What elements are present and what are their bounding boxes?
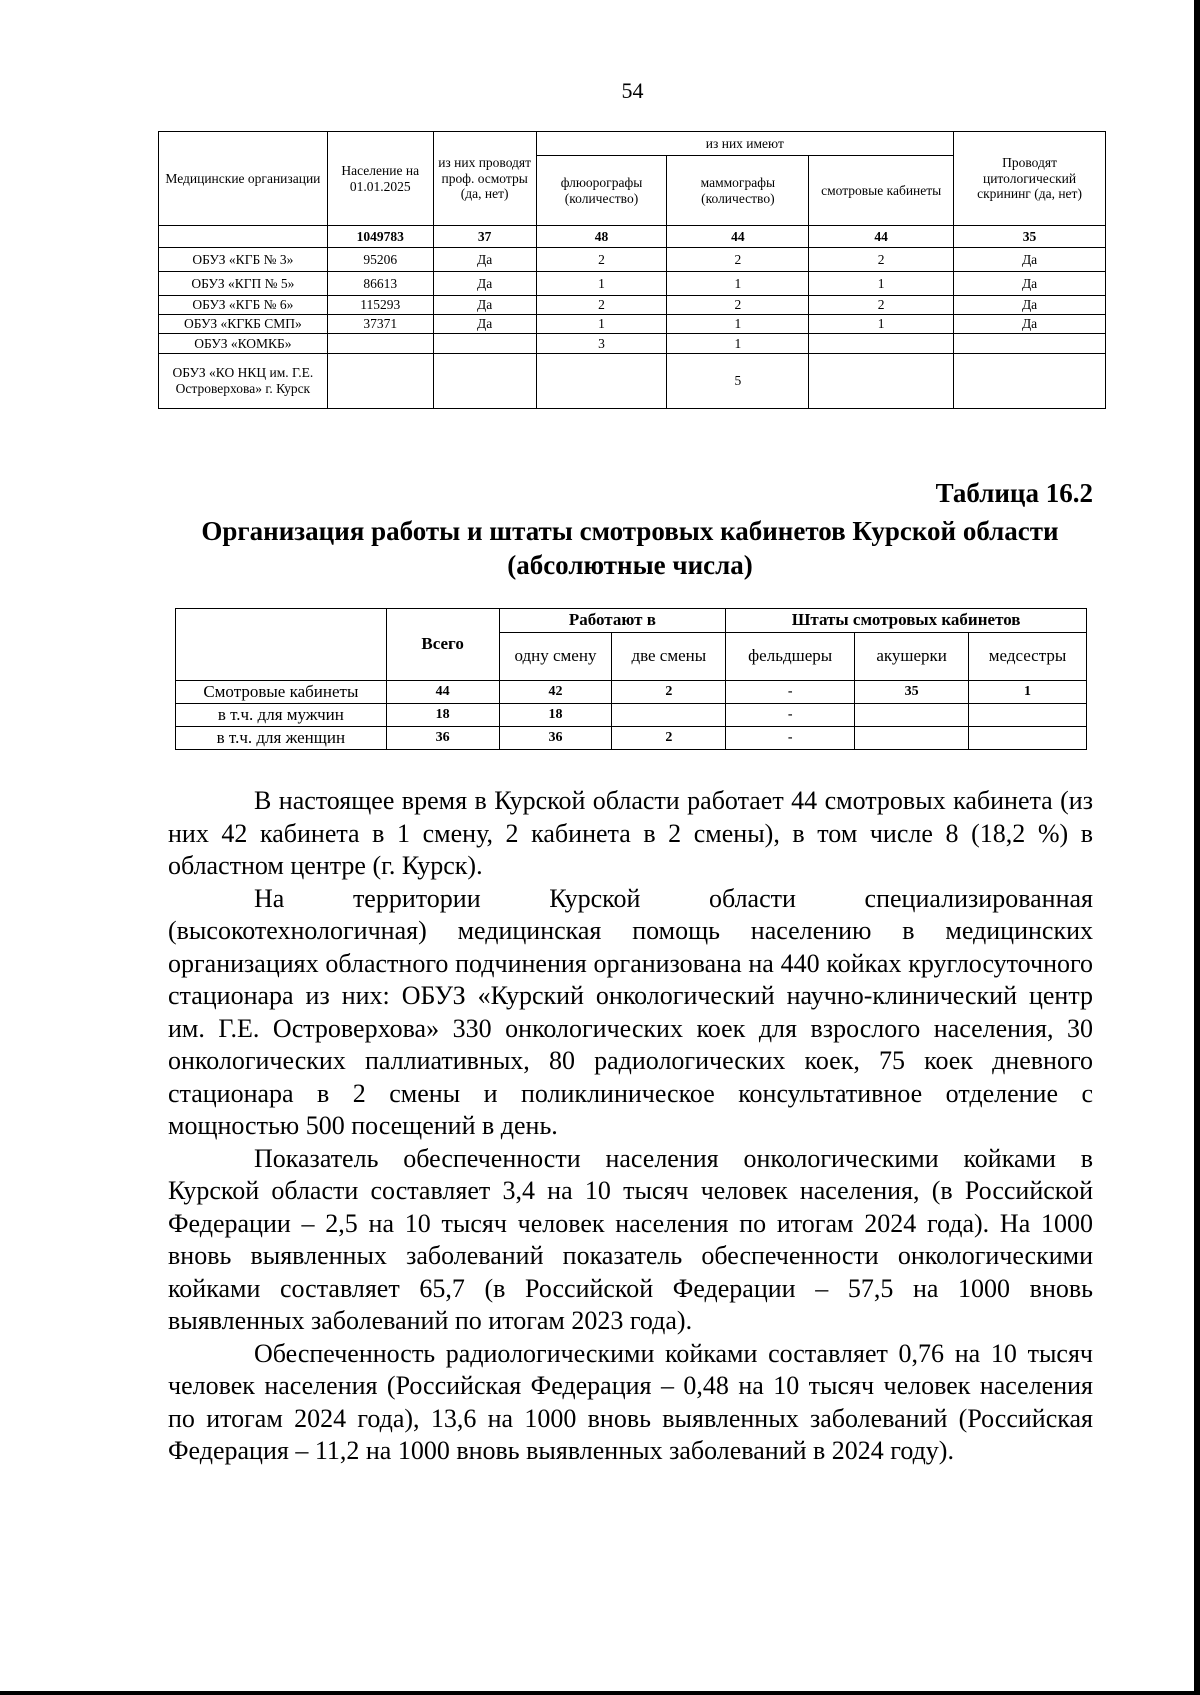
- cell: ОБУЗ «КГБ № 3»: [159, 248, 328, 272]
- cell: ОБУЗ «КГБ № 6»: [159, 296, 328, 315]
- total-cytology: 35: [954, 226, 1106, 248]
- header-have-group: из них имеют: [536, 132, 954, 156]
- cell: 1: [667, 334, 809, 354]
- header-total: Всего: [386, 609, 499, 681]
- paragraph: На территории Курской области специализированная (высокотехнологичная) медицинская помощь населению в медицинских организациях областного подчинения организована на 440 койках круглосуточного стационара из них: ОБУЗ «Курский онкологический научно-клинический центр им. Г.Е. Островерхова» 330 онкологических коек для взрослого населения, 30 онкологических паллиативных, 80 радиологических коек, 75 коек дневного стационара в 2 смены и поликлиническое консультативное отделение с мощностью 500 посещений в день.: [168, 883, 1093, 1140]
- cell: 2: [809, 296, 954, 315]
- cell: 44: [386, 681, 499, 704]
- header-cytology: Проводят цитологический скрининг (да, нет): [954, 132, 1106, 226]
- cell: [536, 354, 667, 409]
- page-number: 54: [621, 78, 644, 103]
- cell: [809, 334, 954, 354]
- header-exam-rooms: смотровые кабинеты: [809, 156, 954, 226]
- cell: -: [726, 681, 855, 704]
- cell: [969, 704, 1087, 727]
- cell: 1: [969, 681, 1087, 704]
- cell: Да: [433, 272, 536, 296]
- cell: ОБУЗ «КГП № 5»: [159, 272, 328, 296]
- cell: 37371: [327, 315, 433, 334]
- cell: -: [726, 727, 855, 750]
- header-prof-exams: из них проводят проф. осмотры (да, нет): [433, 132, 536, 226]
- page-border-bottom: [0, 1691, 1200, 1695]
- paragraph: В настоящее время в Курской области работает 44 смотровых кабинета (из них 42 кабинета в 1 смену, 2 кабинета в 2 смены), в том числе 8 (18,2 %) в областном центре (г. Курск).: [168, 786, 1093, 880]
- cell: 18: [499, 704, 612, 727]
- cell: [327, 334, 433, 354]
- table-row: [159, 272, 1106, 296]
- table-row: [159, 315, 1106, 334]
- header-paramedics: фельдшеры: [726, 633, 855, 681]
- cell: [954, 354, 1106, 409]
- cell: 1: [809, 272, 954, 296]
- cell: ОБУЗ «КО НКЦ им. Г.Е. Островерхова» г. Курск: [159, 354, 328, 409]
- cell: 2: [536, 296, 667, 315]
- cell: Смотровые кабинеты: [176, 681, 387, 704]
- cell: 2: [809, 248, 954, 272]
- page-border-right: [1194, 0, 1200, 1695]
- cell: Да: [433, 296, 536, 315]
- cell: 2: [667, 296, 809, 315]
- cell: Да: [954, 315, 1106, 334]
- header-population: Население на 01.01.2025: [327, 132, 433, 226]
- header-org: Медицинские организации: [159, 132, 328, 226]
- cell: 2: [536, 248, 667, 272]
- header-midwives: акушерки: [855, 633, 969, 681]
- cell: [327, 354, 433, 409]
- cell: 35: [855, 681, 969, 704]
- cell: 95206: [327, 248, 433, 272]
- cell: [809, 354, 954, 409]
- cell: [433, 354, 536, 409]
- table-row: [176, 704, 1087, 727]
- cell: 1: [667, 315, 809, 334]
- cell: в т.ч. для женщин: [176, 727, 387, 750]
- cell: Да: [433, 248, 536, 272]
- header-staff: Штаты смотровых кабинетов: [726, 609, 1087, 633]
- table-row: [159, 296, 1106, 315]
- cell: 36: [386, 727, 499, 750]
- cell: [954, 334, 1106, 354]
- table-label: Таблица 16.2: [935, 478, 1093, 508]
- cell: [433, 334, 536, 354]
- cell: Да: [954, 272, 1106, 296]
- totals-row: [159, 226, 1106, 248]
- table-row: [176, 681, 1087, 704]
- table-title-line-1: Организация работы и штаты смотровых кабинетов Курской области: [201, 516, 1059, 546]
- cell: 1: [667, 272, 809, 296]
- cell: 2: [612, 681, 726, 704]
- cell: 1: [809, 315, 954, 334]
- table-title: [160, 514, 1100, 582]
- cell: 86613: [327, 272, 433, 296]
- cell: 115293: [327, 296, 433, 315]
- header-work-in: Работают в: [499, 609, 726, 633]
- total-mammo: 44: [667, 226, 809, 248]
- cell: 42: [499, 681, 612, 704]
- table-row: [159, 354, 1106, 409]
- total-prof-exams: 37: [433, 226, 536, 248]
- cell: Да: [433, 315, 536, 334]
- table-title-line-2: (абсолютные числа): [507, 550, 753, 580]
- cell: 36: [499, 727, 612, 750]
- total-exam-rooms: 44: [809, 226, 954, 248]
- cell: 18: [386, 704, 499, 727]
- cell: 1: [536, 272, 667, 296]
- exam-rooms-table: [175, 608, 1087, 750]
- table-row: [176, 727, 1087, 750]
- cell: 2: [667, 248, 809, 272]
- header-fluoro: флюорографы (количество): [536, 156, 667, 226]
- cell: Да: [954, 296, 1106, 315]
- cell: [855, 727, 969, 750]
- cell: [855, 704, 969, 727]
- header-nurses: медсестры: [969, 633, 1087, 681]
- table-row: [159, 248, 1106, 272]
- total-population: 1049783: [327, 226, 433, 248]
- cell: в т.ч. для мужчин: [176, 704, 387, 727]
- body-text: [168, 785, 1093, 1468]
- totals-empty: [159, 226, 328, 248]
- table-row: [159, 334, 1106, 354]
- cell: Да: [954, 248, 1106, 272]
- cell: 3: [536, 334, 667, 354]
- header-empty: [176, 609, 387, 681]
- header-two-shifts: две смены: [612, 633, 726, 681]
- medical-organizations-table: [158, 131, 1106, 409]
- header-one-shift: одну смену: [499, 633, 612, 681]
- paragraph: Показатель обеспеченности населения онкологическими койками в Курской области составляет 3,4 на 10 тысяч человек населения, (в Российской Федерации – 2,5 на 10 тысяч человек населения по итогам 2024 года). На 1000 вновь выявленных заболеваний показатель обеспеченности онкологическими койками составляет 65,7 (в Российской Федерации – 57,5 на 1000 вновь выявленных заболеваний по итогам 2023 года).: [168, 1143, 1093, 1335]
- cell: 5: [667, 354, 809, 409]
- header-mammo: маммографы (количество): [667, 156, 809, 226]
- cell: 2: [612, 727, 726, 750]
- total-fluoro: 48: [536, 226, 667, 248]
- cell: -: [726, 704, 855, 727]
- cell: 1: [536, 315, 667, 334]
- cell: [969, 727, 1087, 750]
- paragraph: Обеспеченность радиологическими койками составляет 0,76 на 10 тысяч человек населения (Российская Федерация – 0,48 на 10 тысяч человек населения по итогам 2024 года), 13,6 на 1000 вновь выявленных заболеваний (Российская Федерация – 11,2 на 1000 вновь выявленных заболеваний в 2024 году).: [168, 1338, 1093, 1465]
- cell: ОБУЗ «КОМКБ»: [159, 334, 328, 354]
- cell: ОБУЗ «КГКБ СМП»: [159, 315, 328, 334]
- cell: [612, 704, 726, 727]
